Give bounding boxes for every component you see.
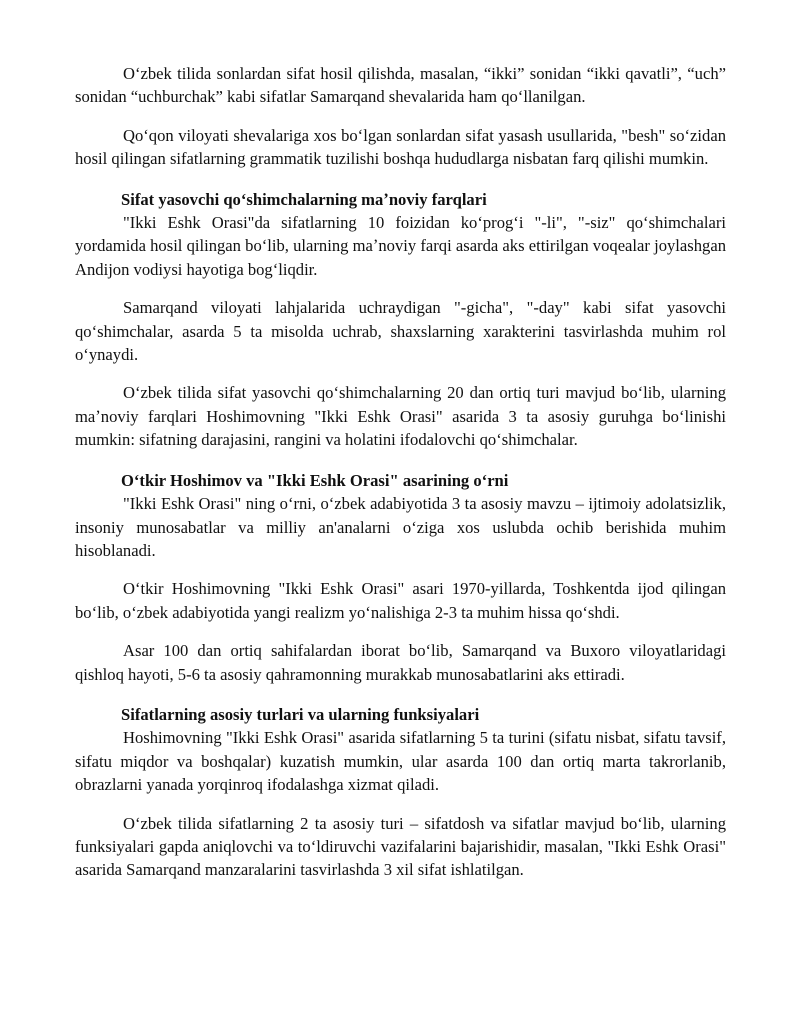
paragraph-adjective-two-types: Oʻzbek tilida sifatlarning 2 ta asosiy turi – sifatdosh va sifatlar mavjud boʻlib, ularning funksiyalari gapda aniqlovchi va toʻldiruvchi vazifalarini bajarishidir, masalan, "Ikki Eshk Orasi" asarida Samarqand manzaralarini tasvirlashda 3 xil sifat ishlatilgan. [75,813,726,880]
paragraph-adjective-five-types: Hoshimovning "Ikki Eshk Orasi" asarida sifatlarning 5 ta turini (sifatu nisbat, sifatu tavsif, sifatu miqdor va boshqalar) kuzatish mumkin, ular asarda 100 dan ortiq marta takrorlanib, obrazlarni yanada yorqinroq ifodalashga xizmat qiladi. [75,728,726,795]
paragraph-kokand-dialects: Qoʻqon viloyati shevalariga xos boʻlgan sonlardan sifat yasash usullarida, "besh" soʻzidan hosil qilingan sifatlarning grammatik tuzilishi boshqa hududlarga nisbatan farq qilishi mumkin. [75,125,726,169]
paragraph-novel-history: Oʻtkir Hoshimovning "Ikki Eshk Orasi" asari 1970-yillarda, Toshkentda ijod qilingan boʻlib, oʻzbek adabiyotida yangi realizm yoʻnalishiga 2-3 ta muhim hissa qoʻshdi. [75,579,726,622]
section-heading-adjective-types: Sifatlarning asosiy turlari va ularning funksiyalari [121,704,480,724]
section-heading-suffix-meanings: Sifat yasovchi qoʻshimchalarning maʼnoviy farqlari [121,189,487,209]
paragraph-li-siz-suffixes: "Ikki Eshk Orasi"da sifatlarning 10 foizidan koʻprogʻi "-li", "-siz" qoʻshimchalari yordamida hosil qilingan boʻlib, ularning maʼnoviy farqi asarda aks ettirilgan voqealar joylashgan Andijon vodiysi hayotiga bogʻliqdir. [75,213,726,279]
paragraph-novel-themes: "Ikki Eshk Orasi" ning oʻrni, oʻzbek adabiyotida 3 ta asosiy mavzu – ijtimoiy adolatsizlik, insoniy munosabatlar va milliy an'analarni oʻziga xos uslubda ochib berishida muhim hisoblanadi. [75,494,726,560]
paragraph-numerals-samarkand: Oʻzbek tilida sonlardan sifat hosil qilishda, masalan, “ikki” sonidan “ikki qavatli”, “uch” sonidan “uchburchak” kabi sifatlar Samarqand shevalarida ham qoʻllanilgan. [75,64,726,107]
paragraph-gicha-day-suffixes: Samarqand viloyati lahjalarida uchraydigan "-gicha", "-day" kabi sifat yasovchi qoʻshimchalar, asarda 5 ta misolda uchrab, shaxslarning xarakterini tasvirlashda muhim rol oʻynaydi. [75,298,726,365]
document-page [75,62,726,897]
section-heading-hoshimov-novel-role: Oʻtkir Hoshimov va "Ikki Eshk Orasi" asarining oʻrni [121,470,509,490]
paragraph-novel-content: Asar 100 dan ortiq sahifalardan iborat boʻlib, Samarqand va Buxoro viloyatlaridagi qishloq hayoti, 5-6 ta asosiy qahramonning murakkab munosabatlarini aks ettiradi. [75,641,726,684]
paragraph-suffix-groups: Oʻzbek tilida sifat yasovchi qoʻshimchalarning 20 dan ortiq turi mavjud boʻlib, ularning maʼnoviy farqlari Hoshimovning "Ikki Eshk Orasi" asarida 3 ta asosiy guruhga boʻlinishi mumkin: sifatning darajasini, rangini va holatini ifodalovchi qoʻshimchalar. [75,383,726,450]
